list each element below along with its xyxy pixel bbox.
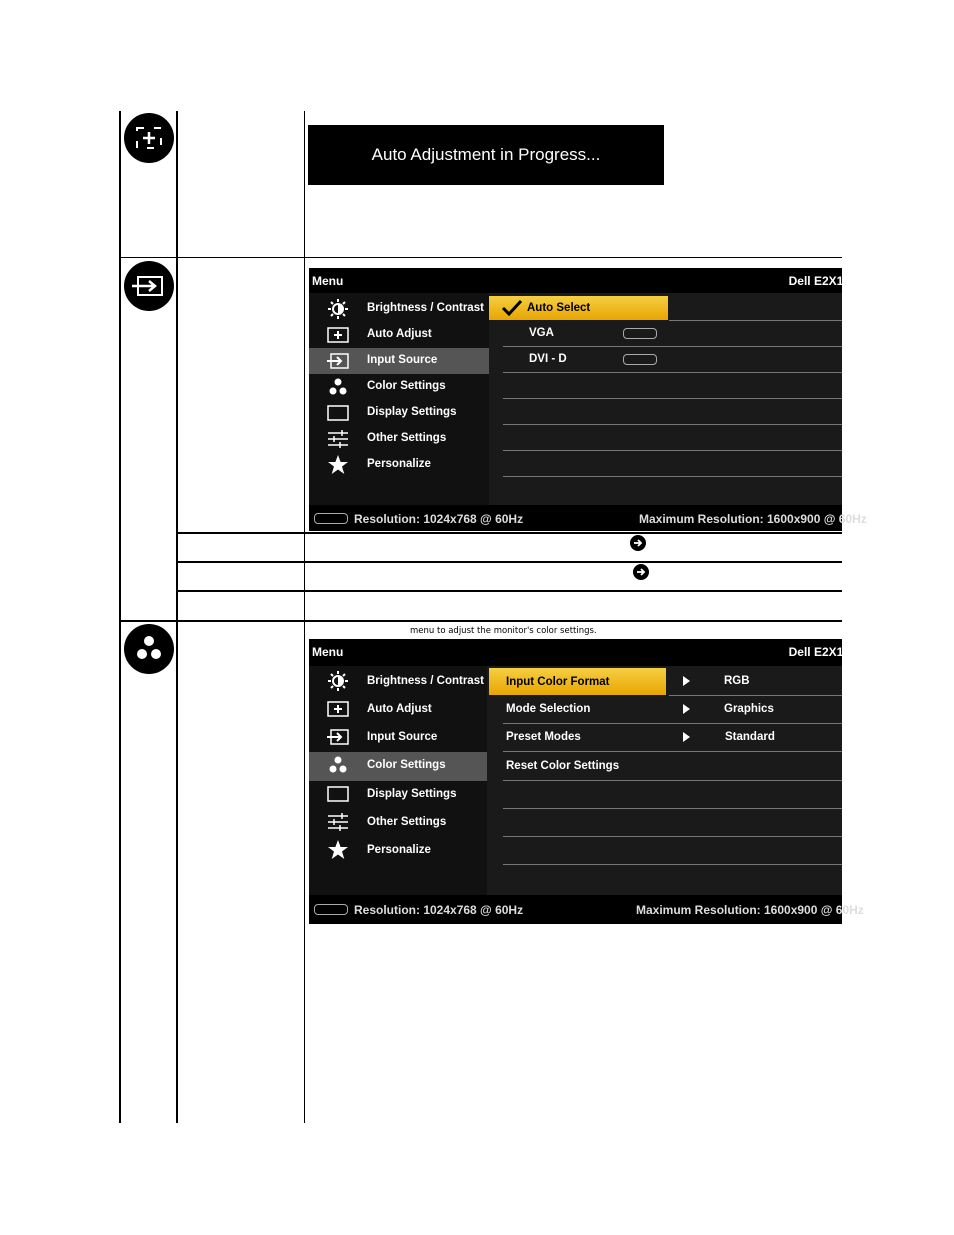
option-reset-color-settings[interactable] (503, 752, 842, 781)
menu-item-input-source[interactable] (309, 348, 489, 374)
menu-item-auto-adjust[interactable] (309, 322, 489, 348)
menu-item-label: Auto Adjust (367, 703, 432, 715)
star-icon (327, 840, 349, 860)
menu-item-label: Other Settings (367, 816, 447, 828)
display-settings-icon (327, 784, 349, 804)
option-input-color-format[interactable] (489, 668, 666, 695)
osd-title-bar (309, 639, 850, 663)
option-preset-modes[interactable] (503, 724, 842, 752)
sliders-icon (327, 812, 349, 832)
menu-item-personalize[interactable] (309, 452, 489, 478)
menu-item-label: Color Settings (367, 380, 446, 392)
option-value: Standard (725, 731, 775, 743)
color-settings-osd (309, 639, 864, 924)
option-value-row (669, 668, 842, 696)
row-divider (177, 561, 842, 563)
osd-model: Dell E2X10 (788, 645, 850, 659)
chevron-right-icon (683, 676, 690, 686)
menu-item-label: Personalize (367, 844, 431, 856)
input-source-icon (124, 261, 174, 311)
menu-item-brightness-contrast[interactable] (309, 668, 487, 696)
menu-item-label: Display Settings (367, 406, 457, 418)
osd-title-bar (309, 268, 850, 292)
vga-connector-icon (314, 513, 348, 524)
auto-adjust-icon (327, 699, 349, 719)
menu-item-color-settings[interactable] (309, 752, 487, 781)
status-resolution: Resolution: 1024x768 @ 60Hz (354, 512, 524, 526)
option-value: RGB (724, 675, 750, 687)
brightness-icon (327, 671, 349, 691)
menu-item-label: Auto Adjust (367, 328, 432, 340)
chevron-right-icon (683, 732, 690, 742)
empty-row (503, 425, 842, 451)
sliders-icon (327, 429, 349, 449)
option-auto-select[interactable] (489, 296, 668, 320)
menu-item-input-source[interactable] (309, 724, 487, 752)
arrow-right-icon (630, 535, 646, 551)
input-source-osd (309, 268, 867, 531)
menu-item-other-settings[interactable] (309, 426, 489, 452)
input-source-icon (327, 727, 349, 747)
option-label: Preset Modes (506, 731, 581, 743)
vga-connector-icon (314, 904, 348, 915)
input-source-icon (327, 351, 349, 371)
osd-title: Menu (312, 645, 344, 659)
osd-model: Dell E2X10 (788, 274, 850, 288)
status-max-resolution: Maximum Resolution: 1600x900 @ 60Hz (639, 512, 867, 526)
osd-main-menu (309, 293, 489, 505)
osd-title: Menu (312, 274, 344, 288)
color-settings-icon (327, 377, 349, 397)
auto-adjust-icon (124, 113, 174, 163)
option-label: DVI - D (529, 353, 567, 365)
status-max-resolution: Maximum Resolution: 1600x900 @ 60Hz (636, 903, 864, 917)
option-label: Mode Selection (506, 703, 591, 715)
brightness-icon (327, 299, 349, 319)
option-mode-selection[interactable] (503, 696, 842, 724)
table-border-left (119, 111, 121, 1123)
osd-submenu-panel (487, 666, 842, 895)
menu-item-auto-adjust[interactable] (309, 696, 487, 724)
vga-connector-icon (623, 328, 657, 339)
auto-adjust-banner (308, 125, 664, 185)
menu-item-label: Display Settings (367, 788, 457, 800)
empty-row (503, 399, 842, 425)
osd-status-bar (309, 895, 864, 924)
option-dvi-d[interactable] (503, 347, 842, 373)
osd-main-menu (309, 666, 487, 895)
option-label: Reset Color Settings (506, 760, 620, 772)
empty-row (503, 837, 842, 865)
menu-item-display-settings[interactable] (309, 400, 489, 426)
menu-item-display-settings[interactable] (309, 781, 487, 809)
chevron-right-icon (683, 704, 690, 714)
option-value: Graphics (724, 703, 774, 715)
empty-row (503, 781, 842, 809)
menu-item-color-settings[interactable] (309, 374, 489, 400)
color-settings-caption: menu to adjust the monitor's color settings. (410, 626, 597, 636)
dvi-connector-icon (623, 354, 657, 365)
menu-item-label: Other Settings (367, 432, 447, 444)
table-border-col1 (176, 111, 178, 1123)
color-settings-icon (327, 755, 349, 775)
menu-item-personalize[interactable] (309, 837, 487, 865)
option-label: Input Color Format (506, 676, 610, 688)
option-label: VGA (529, 327, 554, 339)
checkmark-icon (501, 299, 523, 317)
row-divider (177, 590, 842, 592)
auto-adjust-banner-text: Auto Adjustment in Progress... (371, 145, 601, 164)
menu-item-label: Input Source (367, 354, 438, 366)
menu-item-brightness-contrast[interactable] (309, 296, 489, 322)
auto-adjust-icon (327, 325, 349, 345)
osd-status-bar (309, 505, 867, 531)
display-settings-icon (327, 403, 349, 423)
star-icon (327, 455, 349, 475)
status-resolution: Resolution: 1024x768 @ 60Hz (354, 903, 524, 917)
empty-row (503, 373, 842, 399)
menu-item-label: Color Settings (367, 759, 446, 771)
color-settings-icon (124, 624, 174, 674)
row-divider (120, 620, 842, 622)
row-divider (120, 257, 842, 258)
table-border-col2 (304, 111, 305, 1123)
empty-row (503, 451, 842, 477)
menu-item-label: Input Source (367, 731, 438, 743)
menu-item-other-settings[interactable] (309, 809, 487, 837)
osd-submenu-panel (489, 293, 842, 505)
empty-row (503, 809, 842, 837)
row-divider (177, 532, 842, 534)
empty-row (503, 477, 842, 502)
menu-item-label: Brightness / Contrast (367, 302, 484, 314)
option-row (669, 295, 842, 321)
menu-item-label: Personalize (367, 458, 431, 470)
menu-item-label: Brightness / Contrast (367, 675, 484, 687)
option-vga[interactable] (503, 321, 842, 347)
option-label: Auto Select (527, 302, 591, 314)
arrow-right-icon (633, 564, 649, 580)
